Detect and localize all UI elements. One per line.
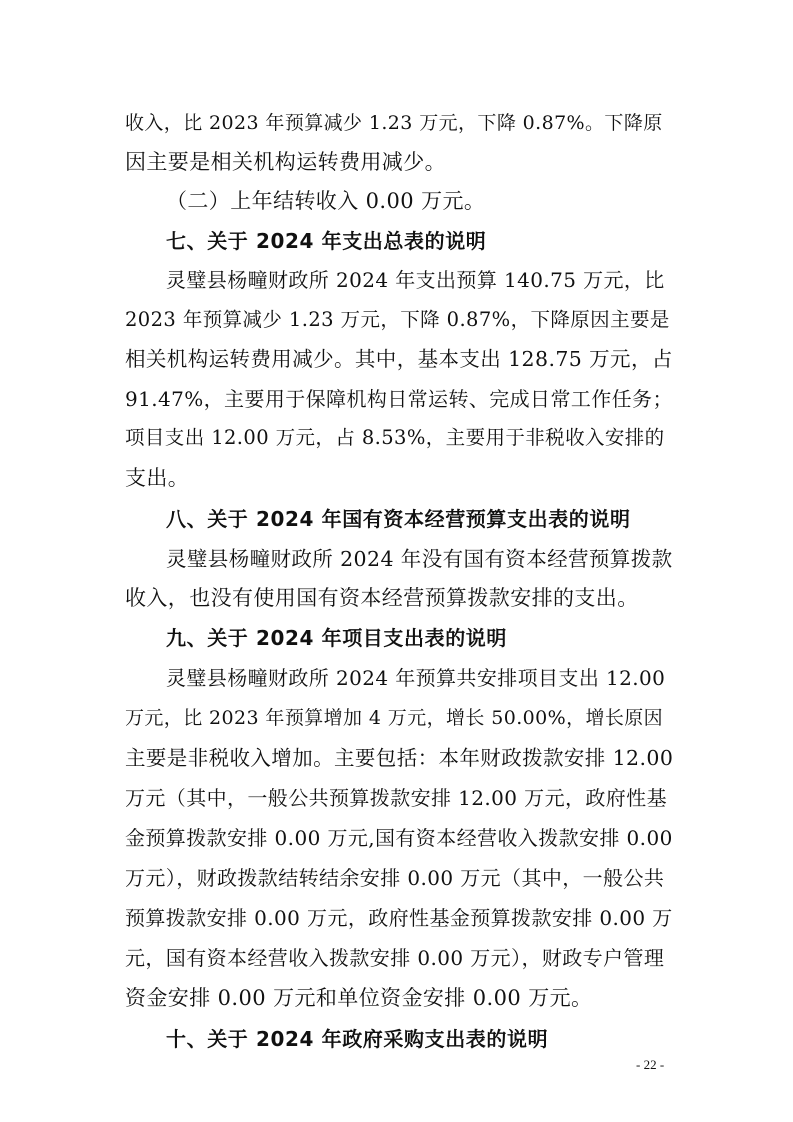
body-text-line: 灵璧县杨疃财政所 2024 年支出预算 140.75 万元，比 [166,268,665,292]
body-text-line: 万元（其中，一般公共预算拨款安排 12.00 万元，政府性基 [125,786,667,810]
body-text-line: 2023 年预算减少 1.23 万元，下降 0.87%，下降原因主要是 [125,308,670,331]
body-text-line: 预算拨款安排 0.00 万元，政府性基金预算拨款安排 0.00 万 [125,906,673,930]
body-text-line: （二）上年结转收入 0.00 万元。 [166,189,486,213]
body-text-line: 万元），财政拨款结转结余安排 0.00 万元（其中，一般公共 [125,866,665,890]
body-text-line: 支出。 [125,466,190,490]
body-text-line: 主要是非税收入增加。主要包括：本年财政拨款安排 12.00 [125,746,674,770]
body-text-line: 91.47%，主要用于保障机构日常运转、完成日常工作任务； [125,387,673,411]
section-heading: 七、关于 2024 年支出总表的说明 [166,229,487,253]
body-text-line: 灵璧县杨疃财政所 2024 年没有国有资本经营预算拨款 [166,547,673,571]
body-text-line: 项目支出 12.00 万元，占 8.53%，主要用于非税收入安排的 [125,426,665,449]
body-text-line: 灵璧县杨疃财政所 2024 年预算共安排项目支出 12.00 [166,666,666,690]
body-text-line: 元，国有资本经营收入拨款安排 0.00 万元），财政专户管理 [125,946,665,970]
body-text-line: 万元，比 2023 年预算增加 4 万元，增长 50.00%，增长原因 [125,707,664,729]
body-text-line: 收入，比 2023 年预算减少 1.23 万元，下降 0.87%。下降原 [125,112,663,134]
body-text-line: 金预算拨款安排 0.00 万元,国有资本经营收入拨款安排 0.00 [125,826,673,850]
page-number: - 22 - [636,1057,665,1072]
body-text-line: 资金安排 0.00 万元和单位资金安排 0.00 万元。 [125,986,593,1010]
section-heading: 九、关于 2024 年项目支出表的说明 [166,626,507,650]
body-text-line: 相关机构运转费用减少。其中，基本支出 128.75 万元，占 [125,347,673,371]
body-text-line: 因主要是相关机构运转费用减少。 [125,150,446,174]
body-text-line: 收入，也没有使用国有资本经营预算拨款安排的支出。 [125,586,639,610]
section-heading: 八、关于 2024 年国有资本经营预算支出表的说明 [166,507,631,531]
section-heading: 十、关于 2024 年政府采购支出表的说明 [166,1027,549,1051]
